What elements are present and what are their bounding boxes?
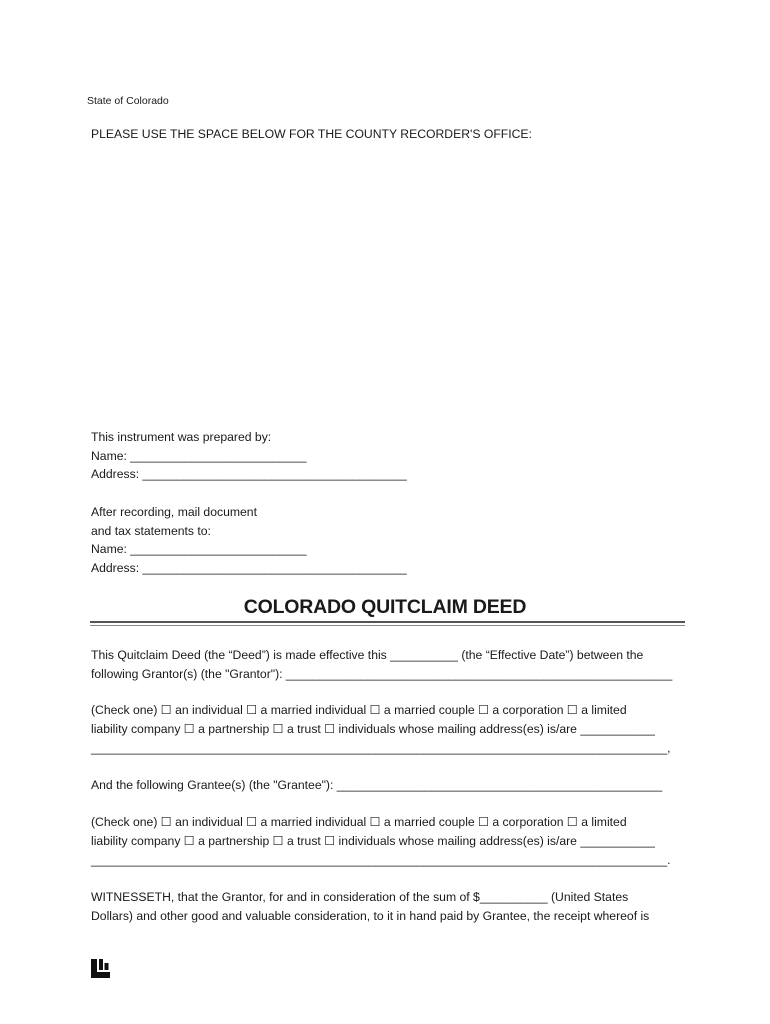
prepared-by-address-field: Address: _______________________________________ xyxy=(91,467,407,481)
intro-line: following Grantor(s) (the "Grantor"): _________________________________________________________ xyxy=(91,667,673,681)
grantee-paragraph xyxy=(91,776,681,795)
prepared-by-heading: This instrument was prepared by: xyxy=(91,430,272,444)
state-label: State of Colorado xyxy=(87,95,169,107)
grantee-type-line: liability company ☐ a partnership ☐ a trust ☐ individuals whose mailing address(es) is/are ___________ xyxy=(91,834,655,848)
mail-to-line-2: and tax statements to: xyxy=(91,523,211,538)
mail-to-line-1: After recording, mail document xyxy=(91,505,257,519)
witnesseth-line: Dollars) and other good and valuable consideration, to it in hand paid by Grantee, the receipt whereof is xyxy=(91,909,650,923)
grantor-address-line: _____________________________________________________________________________________, xyxy=(91,741,671,755)
grantee-type-line: (Check one) ☐ an individual ☐ a married individual ☐ a married couple ☐ a corporation ☐ a limited xyxy=(91,815,627,829)
grantee-type-paragraph xyxy=(91,813,681,870)
grantee-address-line: _____________________________________________________________________________________. xyxy=(91,853,671,867)
legal-templates-logo-icon xyxy=(91,959,110,978)
mail-to-address-field: Address: _______________________________________ xyxy=(91,560,407,575)
grantor-type-paragraph xyxy=(91,701,681,758)
grantee-line: And the following Grantee(s) (the "Grantee"): ________________________________________________ xyxy=(91,778,663,792)
title-rule-top xyxy=(90,621,685,623)
intro-paragraph xyxy=(91,646,681,684)
grantor-type-line: liability company ☐ a partnership ☐ a trust ☐ individuals whose mailing address(es) is/are ___________ xyxy=(91,722,655,736)
witnesseth-paragraph xyxy=(91,888,681,926)
intro-line: This Quitclaim Deed (the “Deed”) is made effective this __________ (the “Effective Date”) between the xyxy=(91,648,644,662)
witnesseth-line: WITNESSETH, that the Grantor, for and in consideration of the sum of $__________ (United States xyxy=(91,890,629,904)
mail-to-name-field: Name: __________________________ xyxy=(91,542,307,556)
mail-to-block xyxy=(91,503,407,577)
grantor-type-line: (Check one) ☐ an individual ☐ a married individual ☐ a married couple ☐ a corporation ☐ a limited xyxy=(91,703,627,717)
document-title: COLORADO QUITCLAIM DEED xyxy=(243,596,527,618)
prepared-by-name-field: Name: __________________________ xyxy=(91,448,307,463)
recorder-notice: PLEASE USE THE SPACE BELOW FOR THE COUNTY RECORDER'S OFFICE: xyxy=(91,127,532,141)
title-rule-bottom xyxy=(90,625,685,626)
prepared-by-block xyxy=(91,428,407,484)
